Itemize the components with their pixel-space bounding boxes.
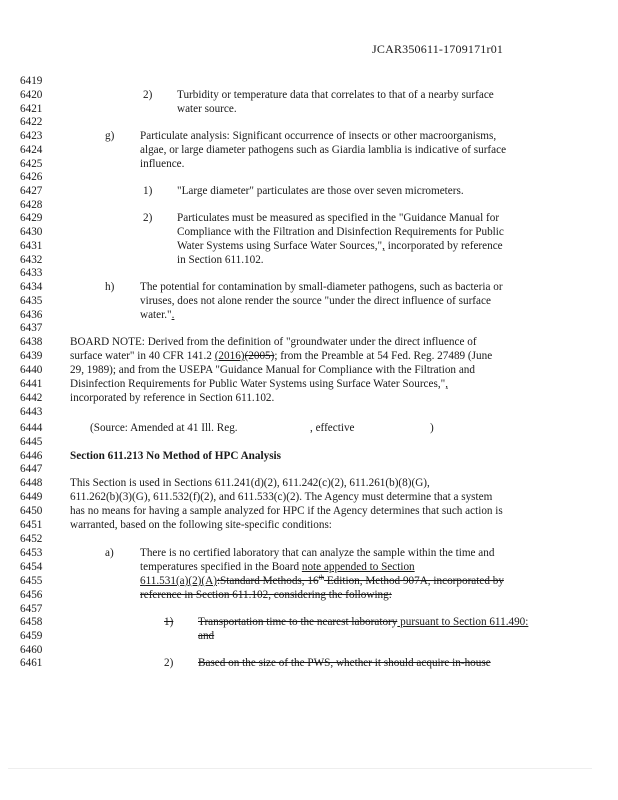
deleted-text: and [198,630,215,642]
line-text: has no means for having a sample analyzed for HPC if the Agency determines that such action is [70,505,503,517]
line-text: (Source: Amended at 41 Ill. Reg. [90,422,238,434]
text-line [20,225,580,239]
line-number [20,266,580,280]
deleted-text: Edition, Method 907A, incorporated by [324,575,504,587]
text-line [20,574,580,588]
line-text-part: incorporated by reference [384,240,503,252]
deleted-text: Based on the size of the PWS, whether it should acquire in-house [198,657,491,669]
text-line [20,377,580,391]
line-number-text: 6419 [20,75,43,87]
text-line [20,239,580,253]
line-number-text: 6436 [20,309,43,321]
inserted-text: , [445,378,448,390]
text-line [20,308,580,322]
line-text: incorporated by reference in Section 611.102. [70,392,275,404]
line-text: viruses, does not alone render the source "under the direct influence of surface [140,295,491,307]
line-text: water source. [177,103,237,115]
line-number [20,74,580,88]
line-text [177,239,503,253]
line-number [20,198,580,212]
deleted-text-superscript: th [318,573,325,582]
line-number-text: 6426 [20,171,43,183]
line-number [20,321,580,335]
line-text [140,308,174,322]
line-text: warranted, based on the following site-specific conditions: [70,519,332,531]
line-number-text: 6429 [20,212,43,224]
list-label: a) [105,547,114,559]
line-text [140,560,415,574]
line-text [198,615,528,629]
line-number-text: 6461 [20,657,43,669]
deleted-text: Transportation time to the nearest laboratory [198,616,398,628]
text-line [20,476,580,490]
page-bottom-divider [8,768,592,769]
line-number-text: 6456 [20,589,43,601]
line-number-text: 6421 [20,103,43,115]
line-text: The potential for contamination by small-diameter pathogens, such as bacteria or [140,281,503,293]
line-text [70,377,448,391]
inserted-text: . [171,309,175,321]
line-number-text: 6455 [20,575,43,587]
line-text-part: water." [140,309,172,321]
text-line [20,157,580,171]
section-heading-line [20,449,580,463]
inserted-text: (2016) [214,350,245,362]
inserted-text: note appended to Section [301,561,415,573]
line-number-text: 6431 [20,240,43,252]
list-label: h) [105,281,115,293]
text-line [20,629,580,643]
line-text-part: Disinfection Requirements for Public Water Systems using Surface Water Sources," [70,378,446,390]
line-text-part: surface water" in 40 CFR 141.2 [70,350,215,362]
line-number-text: 6437 [20,322,43,334]
text-line [20,88,580,102]
text-line [20,615,580,629]
line-number-text: 6439 [20,350,43,362]
line-text: Particulates must be measured as specified in the "Guidance Manual for [177,212,500,224]
line-number-text: 6451 [20,519,43,531]
line-number-text: 6424 [20,144,43,156]
line-text: influence. [140,158,185,170]
line-number-text: 6447 [20,463,43,475]
text-line [20,391,580,405]
line-text: ) [430,422,434,434]
document-id-header: JCAR350611-1709171r01 [372,42,504,56]
line-number [20,462,580,476]
line-number-text: 6459 [20,630,43,642]
text-line [20,335,580,349]
line-text: This Section is used in Sections 611.241(d)(2), 611.242(c)(2), 611.261(b)(8)(G), [70,477,430,489]
line-number [20,115,580,129]
line-number [20,405,580,419]
deleted-text: reference in Section 611.102, considering the following: [140,589,392,601]
line-number-text: 6458 [20,616,43,628]
line-text-part: Water Systems using Surface Water Sources," [177,240,383,252]
line-text: , effective [310,422,355,434]
line-text: in Section 611.102. [177,254,264,266]
deleted-text: :Standard Methods, 16 [216,575,319,587]
list-label: 1) [164,616,174,628]
line-text [70,349,492,363]
line-number [20,602,580,616]
line-number-text: 6448 [20,477,43,489]
line-number [20,532,580,546]
text-line [20,490,580,504]
line-text: BOARD NOTE: Derived from the definition of "groundwater under the direct influence of [70,336,477,348]
text-line [20,143,580,157]
text-line [20,184,580,198]
line-number-text: 6425 [20,158,43,170]
line-text: There is no certified laboratory that can analyze the sample within the time and [140,547,495,559]
line-text: Compliance with the Filtration and Disinfection Requirements for Public [177,226,504,238]
list-label: 2) [164,657,174,669]
line-number-text: 6420 [20,89,43,101]
line-text: 29, 1989); and from the USEPA "Guidance Manual for Compliance with the Filtration and [70,364,475,376]
inserted-text: pursuant to Section 611.490: [397,616,529,628]
line-number-text: 6432 [20,254,43,266]
line-number-text: 6452 [20,533,43,545]
text-line [20,656,580,670]
line-number [20,435,580,449]
line-number-text: 6457 [20,603,43,615]
line-text [140,574,504,588]
text-line [20,294,580,308]
line-number-text: 6441 [20,378,43,390]
line-text: algae, or large diameter pathogens such as Giardia lamblia is indicative of surface [140,144,507,156]
line-number-text: 6423 [20,130,43,142]
text-line [20,253,580,267]
line-number-text: 6443 [20,406,43,418]
text-line [20,546,580,560]
text-line [20,280,580,294]
line-number-text: 6445 [20,436,43,448]
source-note [20,421,580,435]
line-number-text: 6435 [20,295,43,307]
line-number-text: 6433 [20,267,43,279]
text-line [20,363,580,377]
line-number-text: 6422 [20,116,43,128]
deleted-text: (2005) [244,350,275,362]
line-text-part: temperatures specified in the Board [140,561,302,573]
text-line [20,349,580,363]
list-label: g) [105,130,115,142]
line-number-text: 6434 [20,281,43,293]
list-label: 1) [143,185,153,197]
line-number-text: 6427 [20,185,43,197]
line-text: 611.262(b)(3)(G), 611.532(f)(2), and 611.533(c)(2). The Agency must determine that a system [70,491,493,503]
line-text-part: ; from the Preamble at 54 Fed. Reg. 27489 (June [274,350,493,362]
line-number-text: 6442 [20,392,43,404]
line-text: "Large diameter" particulates are those over seven micrometers. [177,185,464,197]
list-label: 2) [143,212,153,224]
inserted-text: 611.531(a)(2)(A) [140,575,217,587]
line-number-text: 6428 [20,199,43,211]
text-line [20,102,580,116]
text-line [20,211,580,225]
line-number-text: 6450 [20,505,43,517]
line-number-text: 6449 [20,491,43,503]
line-text: Turbidity or temperature data that correlates to that of a nearby surface [177,89,494,101]
text-line [20,588,580,602]
line-number-text: 6460 [20,644,43,656]
text-line [20,129,580,143]
line-number-text: 6430 [20,226,43,238]
text-line [20,560,580,574]
line-number-text: 6438 [20,336,43,348]
line-number-text: 6454 [20,561,43,573]
line-number [20,643,580,657]
line-number-text: 6453 [20,547,43,559]
line-number-text: 6440 [20,364,43,376]
section-heading: Section 611.213 No Method of HPC Analysis [70,450,282,462]
line-number-text: 6444 [20,422,43,434]
text-line [20,518,580,532]
text-line [20,504,580,518]
line-text: Particulate analysis: Significant occurrence of insects or other macroorganisms, [140,130,497,142]
inserted-text: , [382,240,385,252]
list-label: 2) [143,89,153,101]
line-number [20,170,580,184]
line-number-text: 6446 [20,450,43,462]
